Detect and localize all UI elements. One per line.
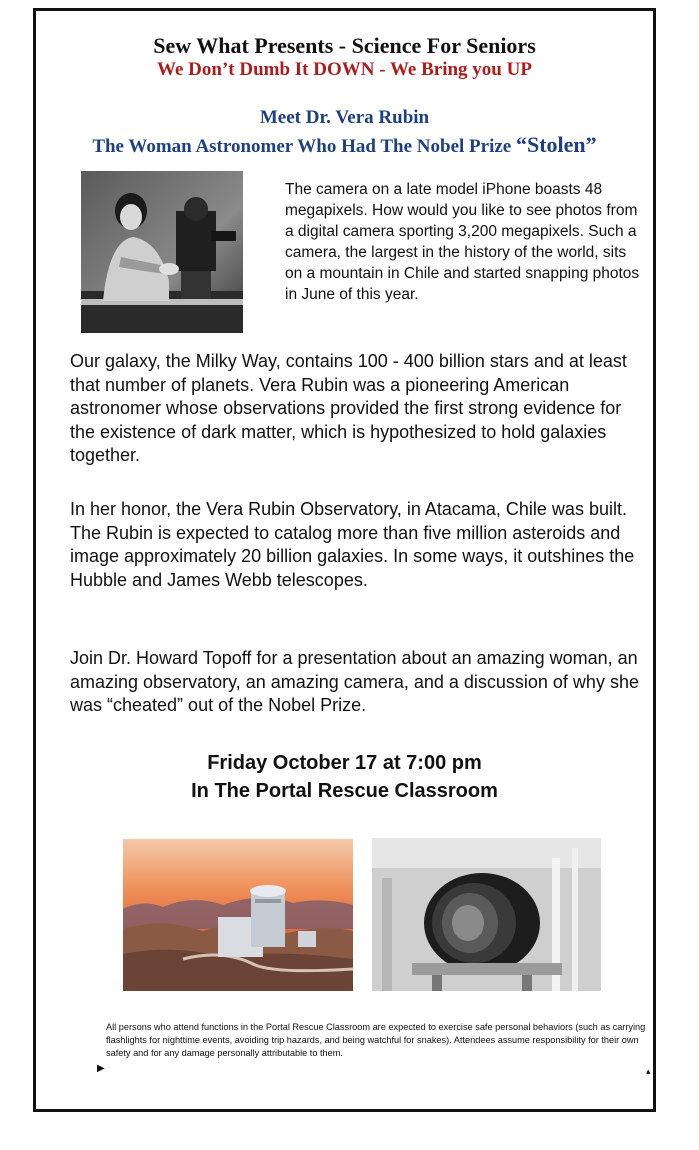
event-date-time: Friday October 17 at 7:00 pm: [207, 752, 482, 774]
subtitle-heading: [36, 132, 653, 158]
corner-mark-right: ▴: [646, 1066, 651, 1076]
disclaimer-text: All persons who attend functions in the Portal Rescue Classroom are expected to exercise safe personal behaviors (such as carrying flashlights for nighttime events, avoiding trip hazards, and being watchful for snakes). Attendees assume responsibility for their own safety and for any damage personally attributable to them.: [106, 1022, 646, 1058]
event-location: In The Portal Rescue Classroom: [191, 780, 498, 802]
vera-rubin-photo: [81, 171, 243, 333]
paragraph-milky-way: Our galaxy, the Milky Way, contains 100 - 400 billion stars and at least that number of planets. Vera Rubin was a pioneering American astronomer whose observations provided the first strong evidence for the existence of dark matter, which is hypothesized to hold galaxies together.: [70, 351, 627, 465]
paragraph-observatory: In her honor, the Vera Rubin Observatory, in Atacama, Chile was built. The Rubin is expected to catalog more than five million asteroids and image approximately 20 billion galaxies. In some ways, it outshines the Hubble and James Webb telescopes.: [70, 499, 635, 590]
subtitle-main: The Woman Astronomer Who Had The Nobel Prize: [92, 136, 516, 157]
flyer-frame: [33, 8, 656, 1112]
flyer-tagline: We Don’t Dumb It DOWN - We Bring you UP: [157, 59, 532, 80]
paragraph-presentation: Join Dr. Howard Topoff for a presentation about an amazing woman, an amazing observatory, an amazing camera, and a discussion of why she was “cheated” out of the Nobel Prize.: [70, 648, 639, 715]
meet-heading: Meet Dr. Vera Rubin: [259, 107, 430, 128]
observatory-photo: [123, 839, 353, 991]
subtitle-emphasis: “Stolen”: [515, 132, 597, 157]
intro-text: The camera on a late model iPhone boasts 48 megapixels. How would you like to see photos from a digital camera sporting 3,200 megapixels. Such a camera, the largest in the history of the world, sits on a mountain in Chile and started snapping photos in June of this year.: [285, 181, 640, 303]
camera-photo: [372, 838, 601, 991]
corner-mark-left: ▶: [97, 1063, 105, 1074]
flyer-title: Sew What Presents - Science For Seniors: [153, 33, 536, 58]
